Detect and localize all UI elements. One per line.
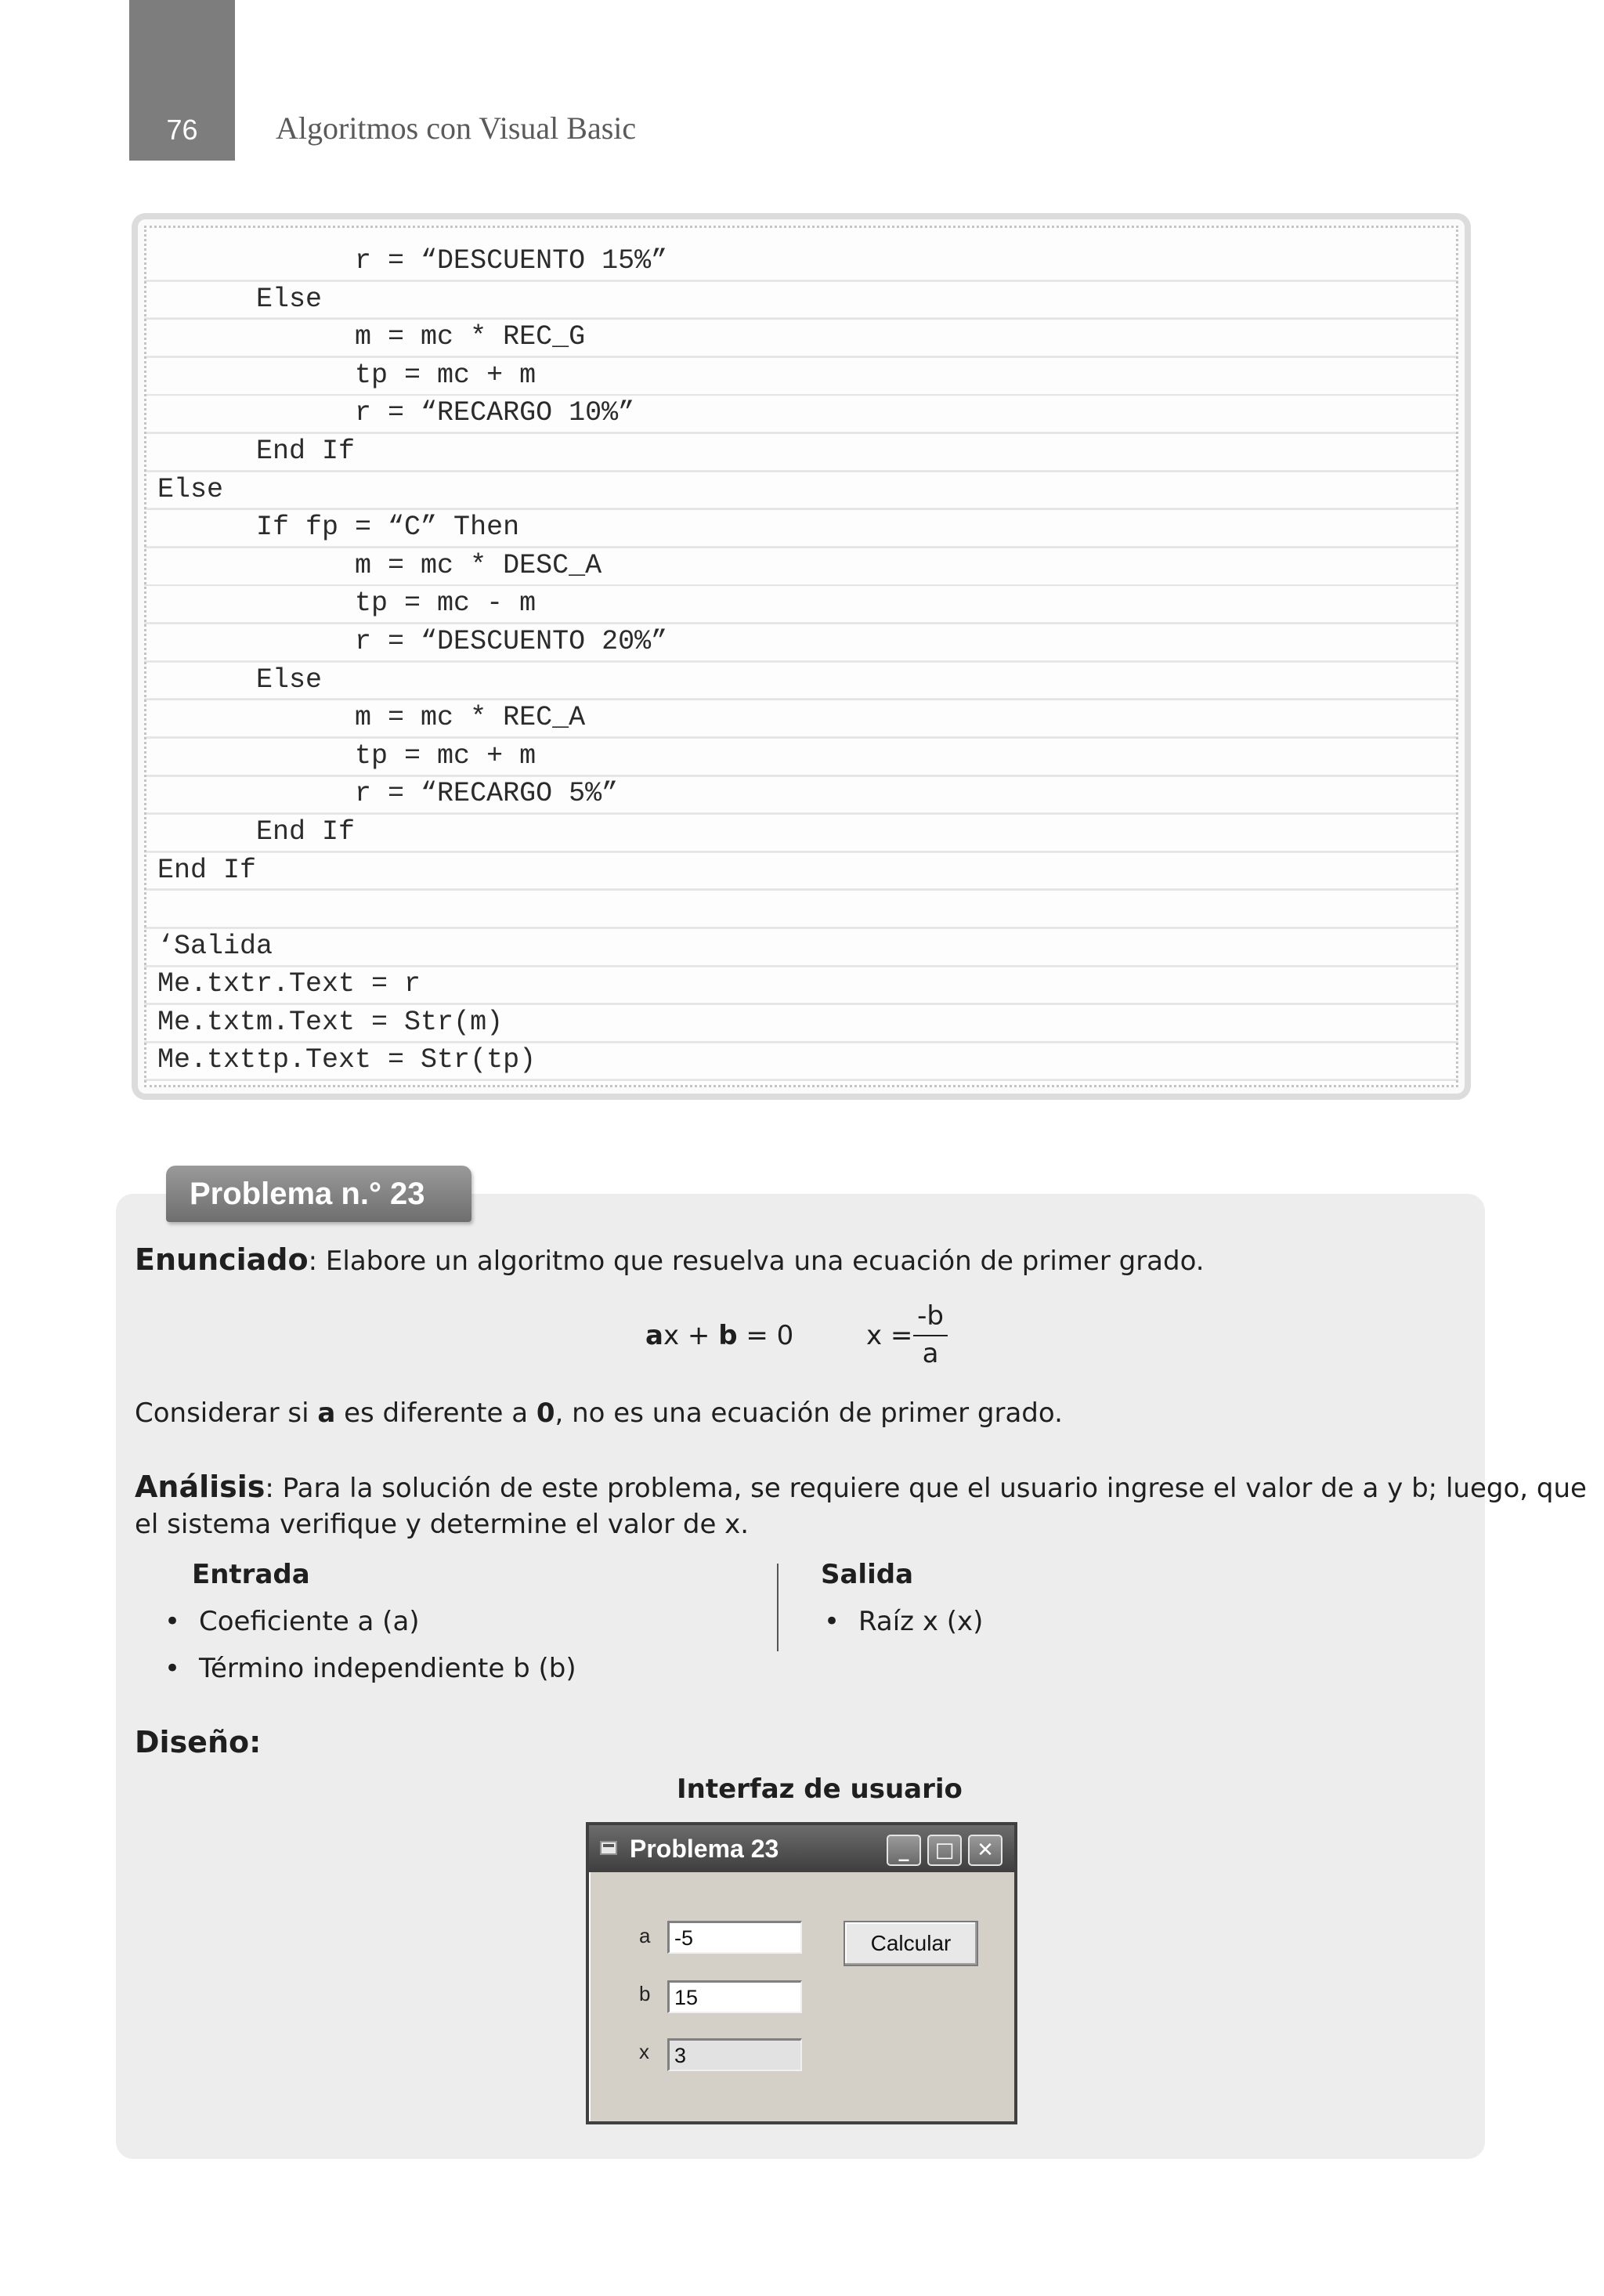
page-number-tab	[129, 0, 235, 161]
analisis-text-line2: el sistema verifique y determine el valor de x.	[135, 1509, 750, 1540]
problema23-window	[586, 1822, 1017, 2124]
page-number: 76	[166, 114, 198, 146]
code-line: End If	[157, 854, 257, 886]
interfaz-heading: Interfaz de usuario	[677, 1774, 963, 1805]
code-line: tp = mc - m	[157, 588, 536, 620]
considerar-paragraph	[135, 1397, 1063, 1429]
code-listing-paper	[144, 226, 1458, 1087]
fraction-bar	[913, 1335, 948, 1336]
code-line: tp = mc + m	[157, 739, 536, 772]
considerar-text-3: , no es una ecuación de primer grado.	[555, 1397, 1063, 1429]
minimize-button[interactable]: _	[887, 1835, 921, 1866]
code-line: If fp = “C” Then	[157, 512, 520, 544]
code-line: m = mc * REC_G	[157, 321, 586, 353]
equation-fraction	[913, 1300, 948, 1371]
salida-item: • Raíz x (x)	[858, 1606, 983, 1637]
code-listing	[157, 242, 667, 1079]
code-line: r = “DESCUENTO 20%”	[157, 625, 668, 657]
enunciado-text: : Elabore un algoritmo que resuelva una ecuación de primer grado.	[308, 1246, 1205, 1277]
code-line: Me.txttp.Text = Str(tp)	[157, 1044, 536, 1076]
code-line	[157, 889, 667, 927]
input-b[interactable]: 15	[667, 1980, 802, 2013]
considerar-text-1: Considerar si	[135, 1397, 318, 1429]
code-line: End If	[157, 435, 356, 467]
entrada-item: • Término independiente b (b)	[199, 1653, 576, 1684]
calcular-button[interactable]: Calcular	[844, 1921, 978, 1966]
considerar-zero: 0	[536, 1397, 555, 1429]
analisis-text-line1: : Para la solución de este problema, se requiere que el usuario ingrese el valor de a y b; luego, que	[265, 1473, 1587, 1504]
window-titlebar[interactable]	[589, 1825, 1014, 1872]
code-line: End If	[157, 815, 356, 848]
entrada-item: • Coeficiente a (a)	[199, 1606, 420, 1637]
code-line: r = “RECARGO 5%”	[157, 778, 619, 810]
code-line: ‘Salida	[157, 930, 273, 962]
window-title: Problema 23	[630, 1835, 779, 1863]
code-listing-box	[132, 213, 1471, 1100]
equation-mid: x +	[663, 1320, 719, 1351]
equation-linear	[645, 1320, 793, 1351]
problem-tab-label: Problema n.° 23	[166, 1166, 471, 1222]
running-title: Algoritmos con Visual Basic	[276, 110, 637, 146]
maximize-button[interactable]: □	[927, 1835, 962, 1866]
enunciado-label: Enunciado	[135, 1242, 309, 1277]
code-line: Else	[157, 663, 323, 696]
enunciado-paragraph	[135, 1242, 1205, 1277]
analisis-label: Análisis	[135, 1470, 266, 1504]
input-a[interactable]: -5	[667, 1921, 802, 1954]
equation-coef-b: b	[718, 1320, 738, 1351]
fraction-numerator: -b	[917, 1300, 944, 1332]
code-line: tp = mc + m	[157, 359, 536, 391]
considerar-text-2: es diferente a	[335, 1397, 536, 1429]
entrada-heading: Entrada	[192, 1559, 310, 1590]
io-divider	[777, 1564, 779, 1651]
code-line: m = mc * REC_A	[157, 702, 586, 734]
code-line: Else	[157, 283, 323, 315]
code-line: Me.txtm.Text = Str(m)	[157, 1006, 504, 1038]
code-line: r = “DESCUENTO 15%”	[157, 245, 668, 277]
equation-solution-lhs: x =	[866, 1320, 913, 1351]
diseno-heading: Diseño:	[135, 1725, 262, 1759]
code-line: m = mc * DESC_A	[157, 549, 602, 581]
code-line: r = “RECARGO 10%”	[157, 397, 635, 429]
window-app-icon	[600, 1841, 617, 1855]
salida-heading: Salida	[821, 1559, 914, 1590]
output-x[interactable]: 3	[667, 2038, 802, 2071]
label-a: a	[639, 1924, 651, 1947]
label-b: b	[639, 1982, 651, 2005]
equation-rhs: = 0	[737, 1320, 794, 1351]
analisis-paragraph	[135, 1470, 1587, 1504]
label-x: x	[639, 2040, 649, 2063]
considerar-a: a	[317, 1397, 336, 1429]
close-button[interactable]: ✕	[968, 1835, 1002, 1866]
fraction-denominator: a	[922, 1338, 939, 1369]
code-line: Me.txtr.Text = r	[157, 968, 421, 1000]
equation-coef-a: a	[645, 1320, 663, 1351]
code-line: Else	[157, 473, 224, 505]
